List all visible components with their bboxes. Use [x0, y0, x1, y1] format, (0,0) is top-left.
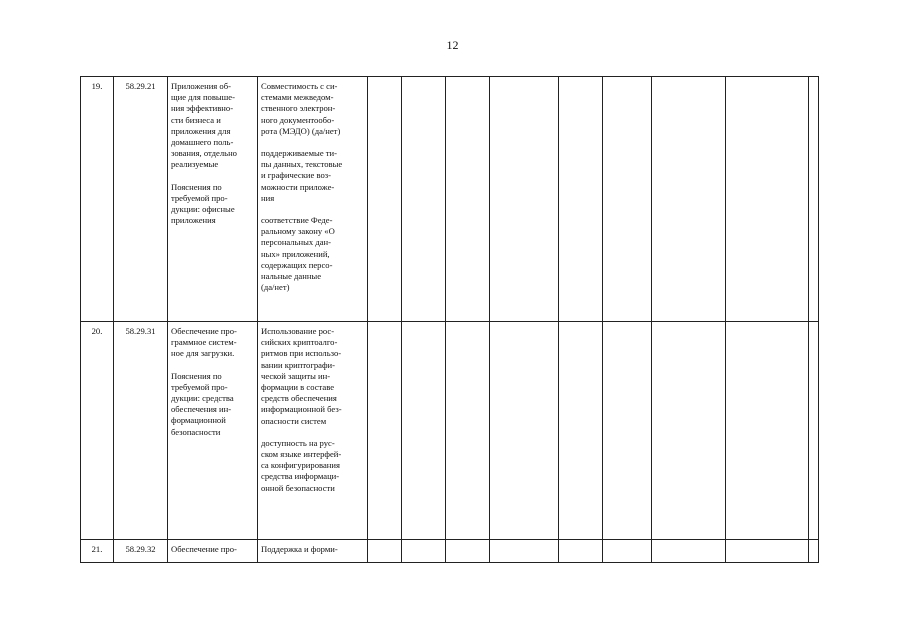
empty-cell [490, 540, 559, 563]
empty-cell [368, 540, 402, 563]
product-name-paragraph: Обеспечение про- [171, 544, 237, 554]
empty-cell [402, 322, 446, 540]
product-name-cell [168, 540, 258, 563]
requirement-paragraph: доступность на рус- ском языке интерфей- са конфигурирования средства информаци- онной безопасности [261, 437, 342, 493]
requirement-paragraph: Поддержка и форми- [261, 544, 338, 554]
empty-cell [446, 77, 490, 322]
empty-cell [559, 540, 603, 563]
empty-cell [726, 540, 809, 563]
empty-cell [490, 322, 559, 540]
requirement-paragraph: Использование рос- сийских криптоалго- ритмов при использо- вании криптографи- ческой защиты ин- формации в составе средств обеспечения информационной без- опасности систем [261, 326, 342, 426]
product-name-paragraph: Приложения об- щие для повыше- ния эффективно- сти бизнеса и приложения для домашнего поль- зования, отдельно реализуемые [171, 81, 237, 170]
empty-cell [809, 77, 819, 322]
requirements-cell [258, 540, 368, 563]
requirement-paragraph: Совместимость с си- стемами межведом- ственного электрон- ного документообо- рота (МЭДО) (да/нет) [261, 81, 341, 136]
empty-cell [603, 540, 652, 563]
requirement-paragraph: поддерживаемые ти- пы данных, текстовые и графические воз- можности приложе- ния [261, 148, 343, 203]
empty-cell [368, 322, 402, 540]
requirement-paragraph: соответствие Феде- ральному закону «О персональных дан- ных» приложений, содержащих персо- нальные данные (да/нет) [261, 215, 335, 293]
empty-cell [726, 77, 809, 322]
empty-cell [652, 322, 726, 540]
empty-cell [809, 540, 819, 563]
empty-cell [446, 540, 490, 563]
empty-cell [402, 77, 446, 322]
table-row [81, 77, 819, 322]
empty-cell [368, 77, 402, 322]
table-row [81, 540, 819, 563]
empty-cell [402, 540, 446, 563]
okpd-code: 58.29.31 [114, 322, 168, 540]
empty-cell [559, 322, 603, 540]
page-number: 12 [446, 38, 459, 52]
empty-cell [652, 77, 726, 322]
empty-cell [490, 77, 559, 322]
row-number: 20. [81, 322, 114, 540]
product-name-paragraph: Пояснения по требуемой про- дукции: средства обеспечения ин- формационной безопасности [171, 370, 234, 437]
okpd-code: 58.29.21 [114, 77, 168, 322]
empty-cell [652, 540, 726, 563]
row-number: 21. [81, 540, 114, 563]
product-name-cell [168, 322, 258, 540]
empty-cell [726, 322, 809, 540]
requirements-cell [258, 322, 368, 540]
product-name-paragraph: Пояснения по требуемой про- дукции: офисные приложения [171, 181, 235, 226]
row-number: 19. [81, 77, 114, 322]
empty-cell [603, 322, 652, 540]
empty-cell [446, 322, 490, 540]
product-name-cell [168, 77, 258, 322]
table-row [81, 322, 819, 540]
requirements-table [80, 76, 819, 563]
product-name-paragraph: Обеспечение про- граммное систем- ное для загрузки. [171, 326, 237, 359]
empty-cell [559, 77, 603, 322]
empty-cell [809, 322, 819, 540]
requirements-cell [258, 77, 368, 322]
okpd-code: 58.29.32 [114, 540, 168, 563]
empty-cell [603, 77, 652, 322]
